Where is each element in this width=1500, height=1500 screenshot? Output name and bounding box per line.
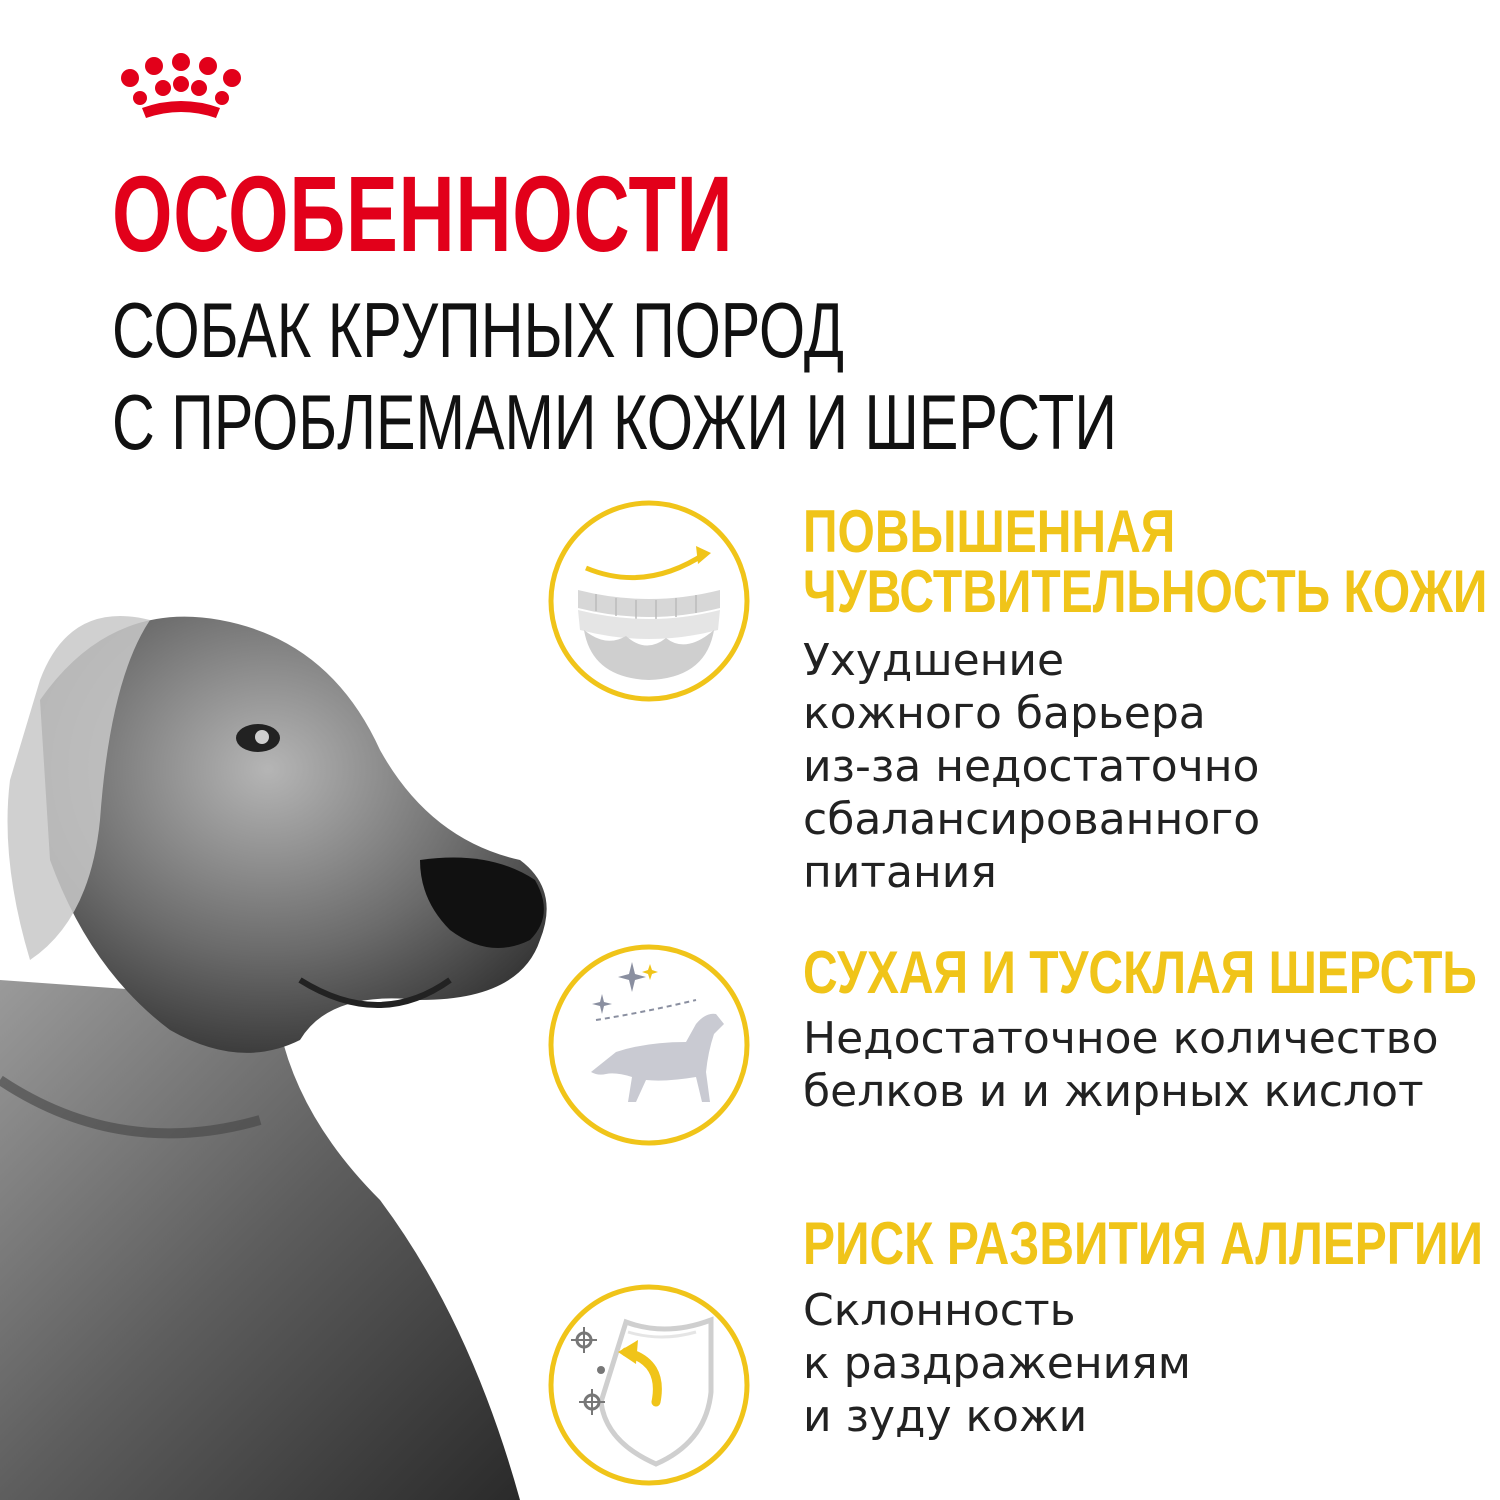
- feature-2-title: [803, 939, 1477, 1006]
- feature-1-title-line-2: ЧУВСТВИТЕЛЬНОСТЬ КОЖИ: [803, 558, 1488, 625]
- feature-1-title-line-1: ПОВЫШЕННАЯ: [803, 498, 1176, 565]
- feature-2-title-line-1: СУХАЯ И ТУСКЛАЯ ШЕРСТЬ: [803, 939, 1477, 1006]
- feature-3-title: [803, 1210, 1484, 1277]
- feature-2-body: Недостаточное количество белков и и жирных кислот: [803, 1013, 1439, 1117]
- page-title: ОСОБЕННОСТИ: [112, 153, 734, 274]
- allergy-shield-icon: [546, 1282, 752, 1488]
- crown-icon: [118, 50, 244, 122]
- page-subtitle: [112, 284, 1117, 468]
- dog-photo: [0, 560, 560, 1500]
- skin-barrier-icon: [546, 498, 752, 704]
- feature-1-body: Ухудшение кожного барьера из-за недостаточно сбалансированного питания: [803, 635, 1261, 898]
- feature-3-body: Склонность к раздражениям и зуду кожи: [803, 1285, 1191, 1442]
- shiny-coat-dog-icon: [546, 942, 752, 1148]
- subtitle-line-2: С ПРОБЛЕМАМИ КОЖИ И ШЕРСТИ: [112, 378, 1117, 466]
- feature-1-title: [803, 498, 1488, 625]
- subtitle-line-1: СОБАК КРУПНЫХ ПОРОД: [112, 286, 844, 374]
- feature-3-title-line-1: РИСК РАЗВИТИЯ АЛЛЕРГИИ: [803, 1210, 1484, 1277]
